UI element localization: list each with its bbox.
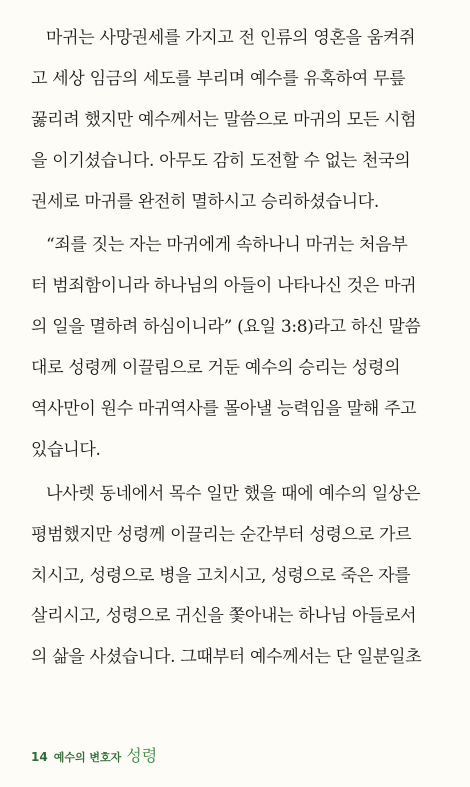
text-line: 치시고, 성령으로 병을 고치시고, 성령으로 죽은 자를 — [31, 565, 411, 586]
text-line: 권세로 마귀를 완전히 멸하시고 승리하셨습니다. — [31, 191, 379, 212]
text-line: 을 이기셨습니다. 아무도 감히 도전할 수 없는 천국의 — [31, 150, 411, 171]
text-line: 나사렛 동네에서 목수 일만 했을 때에 예수의 일상은 — [46, 483, 421, 504]
text-line: 역사만이 원수 마귀역사를 몰아낼 능력임을 말해 주고 — [31, 399, 417, 420]
text-line: 평범했지만 성령께 이끌리는 순간부터 성령으로 가르 — [31, 524, 412, 545]
book-title-accent: 성령 — [126, 746, 158, 765]
page-footer — [31, 743, 157, 767]
text-line: 터 범죄함이니라 하나님의 아들이 나타나신 것은 마귀 — [31, 276, 417, 297]
text-line: 살리시고, 성령으로 귀신을 쫓아내는 하나님 아들로서 — [31, 606, 417, 627]
text-line: 꿇리려 했지만 예수께서는 말씀으로 마귀의 모든 시험 — [31, 109, 417, 130]
text-line: 마귀는 사망권세를 가지고 전 인류의 영혼을 움켜쥐 — [46, 28, 416, 48]
book-title: 예수의 변호자 — [53, 751, 122, 764]
text-line: 의 일을 멸하려 하심이니라” (요일 3:8)라고 하신 말씀 — [31, 317, 421, 338]
body-text — [31, 18, 447, 678]
text-line: 있습니다. — [31, 439, 101, 460]
text-line: 의 삶을 사셨습니다. 그때부터 예수께서는 단 일분일초 — [31, 647, 422, 668]
text-line: 고 세상 임금의 세도를 부리며 예수를 유혹하여 무릎 — [31, 68, 406, 89]
text-line: “죄를 짓는 자는 마귀에게 속하나니 마귀는 처음부 — [46, 235, 408, 256]
page-number: 14 — [31, 750, 48, 764]
text-line: 대로 성령께 이끌림으로 거둔 예수의 승리는 성령의 — [31, 358, 401, 379]
